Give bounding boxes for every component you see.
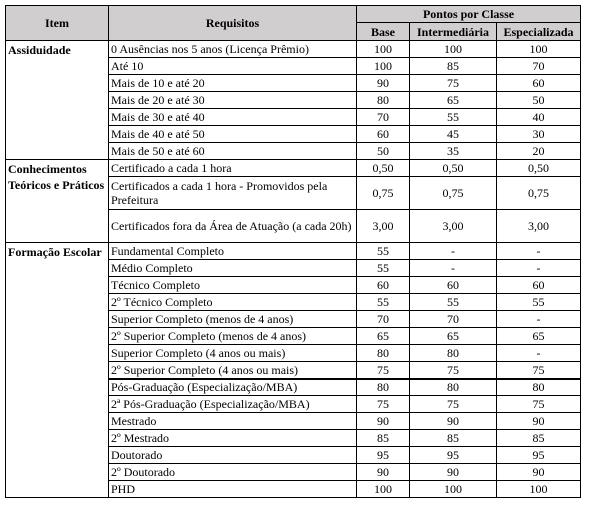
base-points-cell: 80	[357, 92, 410, 109]
specialized-points-cell: -	[497, 243, 581, 260]
requirement-cell: Doutorado	[109, 447, 357, 464]
requirement-cell: Fundamental Completo	[109, 243, 357, 260]
header-item: Item	[6, 6, 109, 41]
requirement-cell: 2º Técnico Completo	[109, 294, 357, 311]
table-row	[6, 243, 581, 260]
requirement-cell: Mais de 20 e até 30	[109, 92, 357, 109]
table-row	[6, 160, 581, 177]
base-points-cell: 80	[357, 379, 410, 396]
requirement-cell: Superior Completo (4 anos ou mais)	[109, 345, 357, 362]
intermediate-points-cell: 70	[410, 311, 497, 328]
intermediate-points-cell: 80	[410, 345, 497, 362]
base-points-cell: 80	[357, 345, 410, 362]
base-points-cell: 50	[357, 143, 410, 160]
base-points-cell: 90	[357, 413, 410, 430]
base-points-cell: 0,50	[357, 160, 410, 177]
requirement-cell: Pós-Graduação (Especialização/MBA)	[109, 379, 357, 396]
requirement-cell: Certificados a cada 1 hora - Promovidos pela Prefeitura	[109, 177, 357, 210]
intermediate-points-cell: 65	[410, 328, 497, 345]
intermediate-points-cell: 65	[410, 92, 497, 109]
specialized-points-cell: 20	[497, 143, 581, 160]
specialized-points-cell: -	[497, 345, 581, 362]
base-points-cell: 90	[357, 464, 410, 481]
intermediate-points-cell: 0,75	[410, 177, 497, 210]
specialized-points-cell: 80	[497, 379, 581, 396]
requirement-cell: 0 Ausências nos 5 anos (Licença Prêmio)	[109, 41, 357, 58]
intermediate-points-cell: 35	[410, 143, 497, 160]
base-points-cell: 70	[357, 311, 410, 328]
requirement-cell: Mais de 50 e até 60	[109, 143, 357, 160]
specialized-points-cell: 50	[497, 92, 581, 109]
table-body	[6, 41, 581, 498]
requirement-cell: PHD	[109, 481, 357, 498]
intermediate-points-cell: 80	[410, 379, 497, 396]
intermediate-points-cell: 95	[410, 447, 497, 464]
header-pontos-por-classe: Pontos por Classe	[357, 6, 581, 23]
requirement-cell: Mais de 30 e até 40	[109, 109, 357, 126]
base-points-cell: 70	[357, 109, 410, 126]
requirement-cell: 2º Superior Completo (menos de 4 anos)	[109, 328, 357, 345]
header-intermediaria: Intermediária	[410, 23, 497, 41]
points-table-container	[5, 5, 580, 500]
requirement-cell: Mais de 40 e até 50	[109, 126, 357, 143]
requirement-cell: 2º Mestrado	[109, 430, 357, 447]
intermediate-points-cell: 100	[410, 41, 497, 58]
base-points-cell: 75	[357, 396, 410, 413]
intermediate-points-cell: 3,00	[410, 210, 497, 243]
requirement-cell: Mestrado	[109, 413, 357, 430]
requirement-cell: 2º Doutorado	[109, 464, 357, 481]
specialized-points-cell: -	[497, 311, 581, 328]
specialized-points-cell: 95	[497, 447, 581, 464]
requirement-cell: Técnico Completo	[109, 277, 357, 294]
specialized-points-cell: 75	[497, 362, 581, 379]
intermediate-points-cell: -	[410, 260, 497, 277]
base-points-cell: 90	[357, 75, 410, 92]
specialized-points-cell: 40	[497, 109, 581, 126]
specialized-points-cell: 90	[497, 413, 581, 430]
header-base: Base	[357, 23, 410, 41]
specialized-points-cell: 30	[497, 126, 581, 143]
requirement-cell: 2º Superior Completo (4 anos ou mais)	[109, 362, 357, 379]
requirement-cell: Superior Completo (menos de 4 anos)	[109, 311, 357, 328]
intermediate-points-cell: 75	[410, 75, 497, 92]
base-points-cell: 100	[357, 41, 410, 58]
intermediate-points-cell: 55	[410, 109, 497, 126]
item-group-label: Formação Escolar	[6, 243, 109, 498]
specialized-points-cell: 60	[497, 277, 581, 294]
item-group-label: Conhecimentos Teóricos e Práticos	[6, 160, 109, 243]
intermediate-points-cell: 100	[410, 481, 497, 498]
base-points-cell: 75	[357, 362, 410, 379]
specialized-points-cell: 100	[497, 481, 581, 498]
intermediate-points-cell: 85	[410, 430, 497, 447]
specialized-points-cell: -	[497, 260, 581, 277]
specialized-points-cell: 100	[497, 41, 581, 58]
base-points-cell: 85	[357, 430, 410, 447]
intermediate-points-cell: 75	[410, 362, 497, 379]
intermediate-points-cell: 85	[410, 58, 497, 75]
base-points-cell: 60	[357, 277, 410, 294]
specialized-points-cell: 90	[497, 464, 581, 481]
base-points-cell: 3,00	[357, 210, 410, 243]
base-points-cell: 55	[357, 243, 410, 260]
item-group-label: Assiduidade	[6, 41, 109, 160]
specialized-points-cell: 85	[497, 430, 581, 447]
intermediate-points-cell: 45	[410, 126, 497, 143]
base-points-cell: 55	[357, 294, 410, 311]
base-points-cell: 60	[357, 126, 410, 143]
specialized-points-cell: 60	[497, 75, 581, 92]
intermediate-points-cell: -	[410, 243, 497, 260]
header-requisitos: Requisitos	[109, 6, 357, 41]
requirement-cell: 2ª Pós-Graduação (Especialização/MBA)	[109, 396, 357, 413]
requirement-cell: Até 10	[109, 58, 357, 75]
base-points-cell: 55	[357, 260, 410, 277]
intermediate-points-cell: 90	[410, 413, 497, 430]
intermediate-points-cell: 75	[410, 396, 497, 413]
specialized-points-cell: 65	[497, 328, 581, 345]
base-points-cell: 65	[357, 328, 410, 345]
intermediate-points-cell: 55	[410, 294, 497, 311]
specialized-points-cell: 70	[497, 58, 581, 75]
specialized-points-cell: 0,75	[497, 177, 581, 210]
specialized-points-cell: 55	[497, 294, 581, 311]
table-row	[6, 41, 581, 58]
intermediate-points-cell: 90	[410, 464, 497, 481]
header-especializada: Especializada	[497, 23, 581, 41]
intermediate-points-cell: 0,50	[410, 160, 497, 177]
specialized-points-cell: 0,50	[497, 160, 581, 177]
requirement-cell: Certificados fora da Área de Atuação (a cada 20h)	[109, 210, 357, 243]
base-points-cell: 100	[357, 481, 410, 498]
specialized-points-cell: 3,00	[497, 210, 581, 243]
base-points-cell: 95	[357, 447, 410, 464]
points-table	[5, 5, 581, 498]
base-points-cell: 0,75	[357, 177, 410, 210]
specialized-points-cell: 75	[497, 396, 581, 413]
requirement-cell: Mais de 10 e até 20	[109, 75, 357, 92]
intermediate-points-cell: 60	[410, 277, 497, 294]
requirement-cell: Certificado a cada 1 hora	[109, 160, 357, 177]
requirement-cell: Médio Completo	[109, 260, 357, 277]
base-points-cell: 100	[357, 58, 410, 75]
